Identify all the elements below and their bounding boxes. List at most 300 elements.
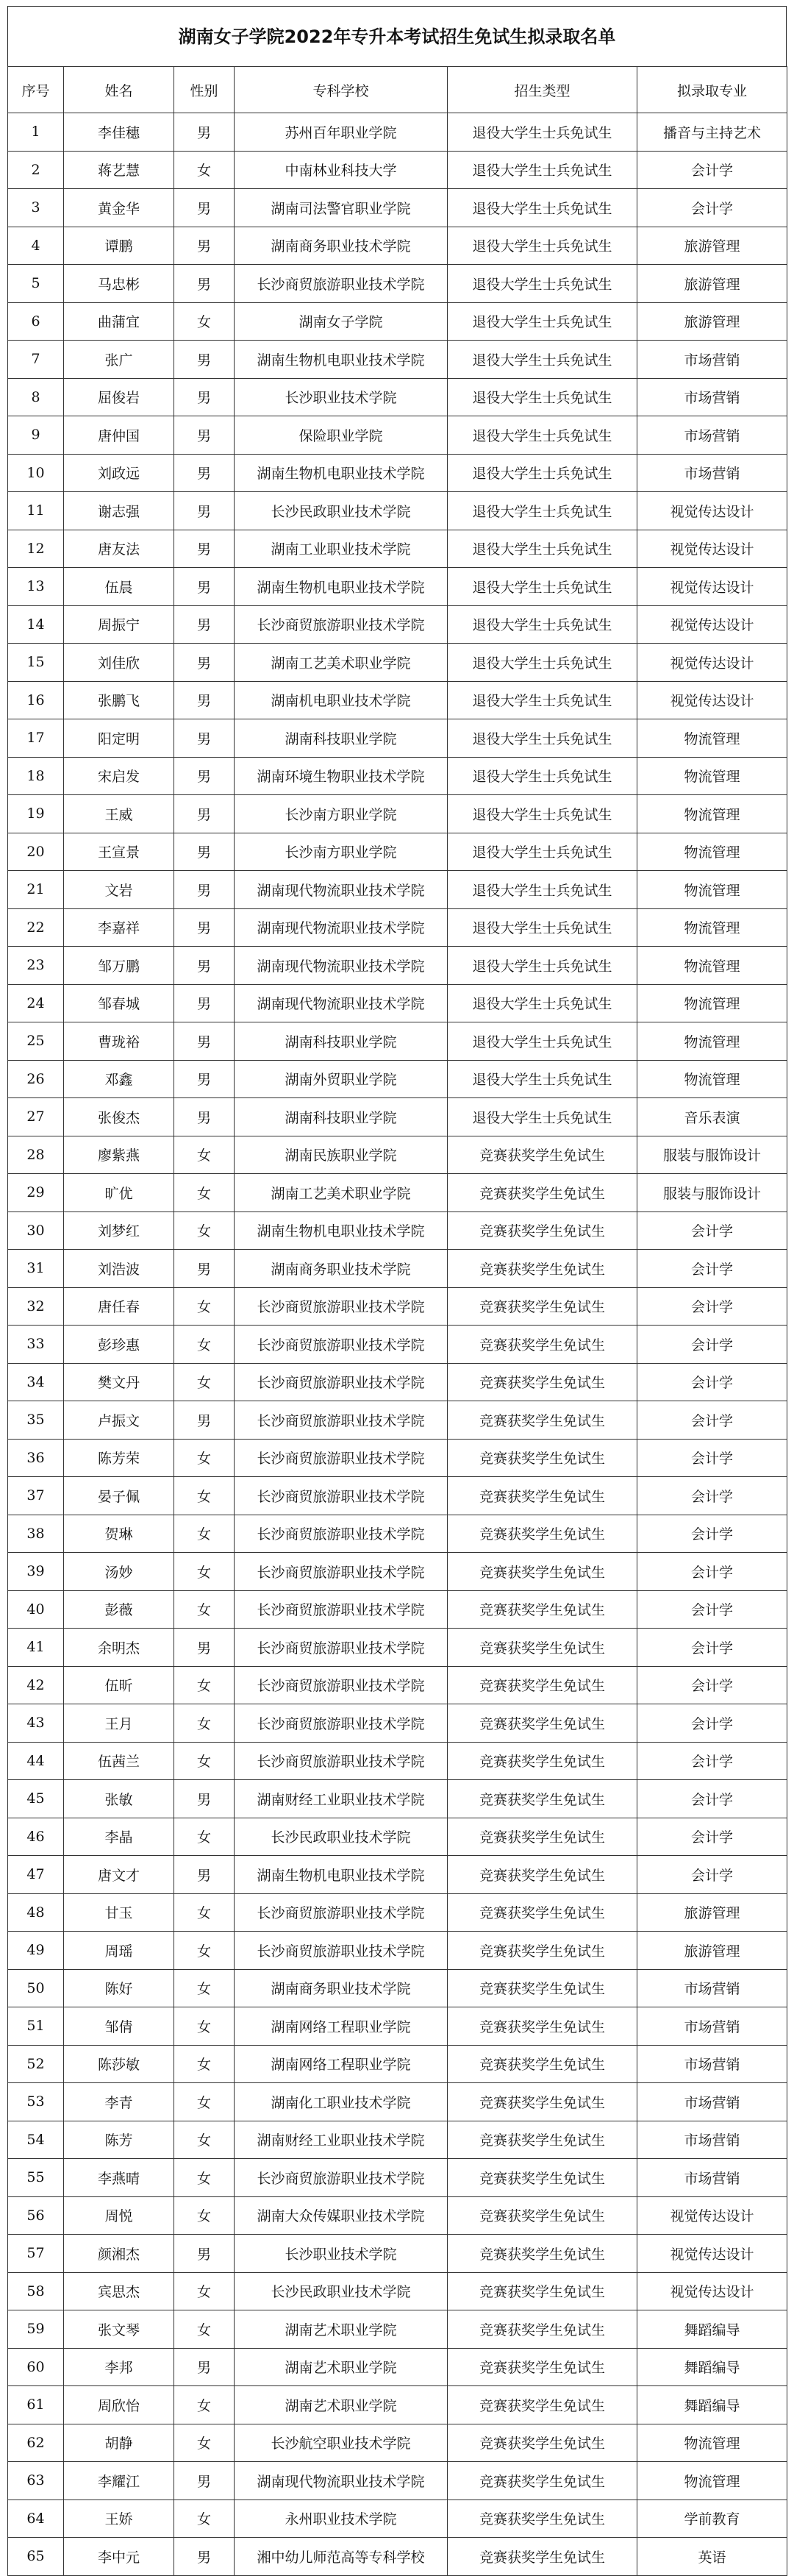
row-index: 41 xyxy=(8,1629,64,1667)
student-name: 张广 xyxy=(64,341,174,379)
major: 会计学 xyxy=(637,1666,787,1704)
table-row xyxy=(8,189,787,227)
gender: 男 xyxy=(174,871,235,909)
table-row xyxy=(8,341,787,379)
college: 长沙商贸旅游职业技术学院 xyxy=(235,1893,448,1932)
college: 湖南商务职业技术学院 xyxy=(235,1250,448,1288)
student-name: 刘佳欣 xyxy=(64,644,174,682)
row-index: 6 xyxy=(8,302,64,341)
row-index: 16 xyxy=(8,681,64,719)
table-row xyxy=(8,1629,787,1667)
table-row xyxy=(8,227,787,265)
major: 舞蹈编导 xyxy=(637,2386,787,2424)
admission-type: 退役大学生士兵免试生 xyxy=(448,416,637,455)
admission-type: 竞赛获奖学生免试生 xyxy=(448,1893,637,1932)
student-name: 谢志强 xyxy=(64,492,174,530)
gender: 女 xyxy=(174,1326,235,1364)
page-title: 湖南女子学院2022年专升本考试招生免试生拟录取名单 xyxy=(7,6,787,66)
college: 湖南网络工程职业学院 xyxy=(235,2007,448,2046)
row-index: 64 xyxy=(8,2499,64,2538)
gender: 女 xyxy=(174,2159,235,2197)
row-index: 53 xyxy=(8,2083,64,2121)
admission-type: 竞赛获奖学生免试生 xyxy=(448,1553,637,1591)
table-row xyxy=(8,1098,787,1136)
college: 湖南工业职业技术学院 xyxy=(235,530,448,568)
gender: 男 xyxy=(174,530,235,568)
row-index: 56 xyxy=(8,2196,64,2235)
student-name: 唐友法 xyxy=(64,530,174,568)
college: 保险职业学院 xyxy=(235,416,448,455)
row-index: 50 xyxy=(8,1969,64,2007)
admission-type: 退役大学生士兵免试生 xyxy=(448,265,637,303)
header-row xyxy=(8,67,787,113)
college: 湖南现代物流职业技术学院 xyxy=(235,984,448,1022)
admission-type: 退役大学生士兵免试生 xyxy=(448,681,637,719)
table-row xyxy=(8,2272,787,2310)
major: 会计学 xyxy=(637,1401,787,1440)
major: 会计学 xyxy=(637,1780,787,1818)
student-name: 屈俊岩 xyxy=(64,378,174,416)
major: 会计学 xyxy=(637,1704,787,1743)
gender: 女 xyxy=(174,2424,235,2462)
row-index: 59 xyxy=(8,2310,64,2349)
student-name: 李中元 xyxy=(64,2538,174,2576)
gender: 男 xyxy=(174,757,235,795)
college: 长沙航空职业技术学院 xyxy=(235,2424,448,2462)
table-row xyxy=(8,984,787,1022)
admission-type: 退役大学生士兵免试生 xyxy=(448,568,637,606)
major: 会计学 xyxy=(637,1629,787,1667)
college: 湖南生物机电职业技术学院 xyxy=(235,1856,448,1894)
row-index: 10 xyxy=(8,454,64,492)
gender: 男 xyxy=(174,2348,235,2386)
table-row xyxy=(8,1287,787,1326)
college: 湖南商务职业技术学院 xyxy=(235,227,448,265)
admission-type: 竞赛获奖学生免试生 xyxy=(448,2386,637,2424)
student-name: 李耀江 xyxy=(64,2462,174,2500)
gender: 女 xyxy=(174,1893,235,1932)
college: 湖南商务职业技术学院 xyxy=(235,1969,448,2007)
admission-type: 退役大学生士兵免试生 xyxy=(448,757,637,795)
gender: 男 xyxy=(174,378,235,416)
row-index: 20 xyxy=(8,833,64,871)
student-name: 文岩 xyxy=(64,871,174,909)
row-index: 24 xyxy=(8,984,64,1022)
student-name: 王娇 xyxy=(64,2499,174,2538)
gender: 男 xyxy=(174,1022,235,1061)
major: 播音与主持艺术 xyxy=(637,113,787,152)
header-admission-type: 招生类型 xyxy=(448,67,637,113)
gender: 女 xyxy=(174,1666,235,1704)
major: 旅游管理 xyxy=(637,265,787,303)
gender: 女 xyxy=(174,2386,235,2424)
student-name: 刘浩波 xyxy=(64,1250,174,1288)
student-name: 周瑶 xyxy=(64,1932,174,1970)
table-row xyxy=(8,113,787,152)
student-name: 曲蒲宜 xyxy=(64,302,174,341)
row-index: 23 xyxy=(8,947,64,985)
table-row xyxy=(8,681,787,719)
college: 湖南现代物流职业技术学院 xyxy=(235,2462,448,2500)
gender: 女 xyxy=(174,1363,235,1401)
gender: 女 xyxy=(174,1818,235,1856)
gender: 男 xyxy=(174,984,235,1022)
major: 市场营销 xyxy=(637,416,787,455)
gender: 男 xyxy=(174,2462,235,2500)
college: 湖南网络工程职业学院 xyxy=(235,2045,448,2083)
gender: 男 xyxy=(174,681,235,719)
admission-type: 竞赛获奖学生免试生 xyxy=(448,1477,637,1515)
table-row xyxy=(8,2083,787,2121)
table-row xyxy=(8,1326,787,1364)
row-index: 4 xyxy=(8,227,64,265)
college: 湖南工艺美术职业学院 xyxy=(235,644,448,682)
table-row xyxy=(8,1136,787,1174)
gender: 男 xyxy=(174,1401,235,1440)
student-name: 蒋艺慧 xyxy=(64,151,174,189)
student-name: 曹珑裕 xyxy=(64,1022,174,1061)
table-row xyxy=(8,947,787,985)
student-name: 旷优 xyxy=(64,1174,174,1212)
gender: 女 xyxy=(174,151,235,189)
gender: 男 xyxy=(174,227,235,265)
college: 湖南现代物流职业技术学院 xyxy=(235,908,448,947)
student-name: 伍昕 xyxy=(64,1666,174,1704)
table-row xyxy=(8,2386,787,2424)
major: 旅游管理 xyxy=(637,1932,787,1970)
admission-type: 竞赛获奖学生免试生 xyxy=(448,2272,637,2310)
major: 市场营销 xyxy=(637,341,787,379)
admission-type: 竞赛获奖学生免试生 xyxy=(448,2348,637,2386)
major: 视觉传达设计 xyxy=(637,644,787,682)
major: 会计学 xyxy=(637,151,787,189)
major: 市场营销 xyxy=(637,2121,787,2159)
row-index: 28 xyxy=(8,1136,64,1174)
college: 湖南女子学院 xyxy=(235,302,448,341)
table-row xyxy=(8,1401,787,1440)
major: 物流管理 xyxy=(637,908,787,947)
major: 会计学 xyxy=(637,1477,787,1515)
gender: 女 xyxy=(174,1969,235,2007)
row-index: 47 xyxy=(8,1856,64,1894)
major: 会计学 xyxy=(637,1326,787,1364)
college: 湖南生物机电职业技术学院 xyxy=(235,568,448,606)
major: 会计学 xyxy=(637,1856,787,1894)
row-index: 32 xyxy=(8,1287,64,1326)
college: 长沙商贸旅游职业技术学院 xyxy=(235,1439,448,1477)
major: 旅游管理 xyxy=(637,227,787,265)
major: 市场营销 xyxy=(637,378,787,416)
row-index: 17 xyxy=(8,719,64,758)
table-row xyxy=(8,795,787,833)
major: 市场营销 xyxy=(637,1969,787,2007)
admission-type: 竞赛获奖学生免试生 xyxy=(448,2196,637,2235)
table-row xyxy=(8,1250,787,1288)
table-row xyxy=(8,2499,787,2538)
table-row xyxy=(8,757,787,795)
student-name: 李晶 xyxy=(64,1818,174,1856)
student-name: 陈芳 xyxy=(64,2121,174,2159)
row-index: 33 xyxy=(8,1326,64,1364)
admission-type: 退役大学生士兵免试生 xyxy=(448,644,637,682)
row-index: 13 xyxy=(8,568,64,606)
table-row xyxy=(8,644,787,682)
student-name: 李佳穗 xyxy=(64,113,174,152)
student-name: 胡静 xyxy=(64,2424,174,2462)
major: 会计学 xyxy=(637,1590,787,1629)
admission-type: 竞赛获奖学生免试生 xyxy=(448,1326,637,1364)
student-name: 张文琴 xyxy=(64,2310,174,2349)
row-index: 60 xyxy=(8,2348,64,2386)
college: 长沙商贸旅游职业技术学院 xyxy=(235,1666,448,1704)
student-name: 伍晨 xyxy=(64,568,174,606)
student-name: 廖紫燕 xyxy=(64,1136,174,1174)
row-index: 40 xyxy=(8,1590,64,1629)
student-name: 刘政远 xyxy=(64,454,174,492)
major: 物流管理 xyxy=(637,1022,787,1061)
college: 长沙职业技术学院 xyxy=(235,2235,448,2273)
major: 会计学 xyxy=(637,1211,787,1250)
admission-type: 竞赛获奖学生免试生 xyxy=(448,1742,637,1780)
gender: 男 xyxy=(174,795,235,833)
admission-type: 竞赛获奖学生免试生 xyxy=(448,1439,637,1477)
college: 湘中幼儿师范高等专科学校 xyxy=(235,2538,448,2576)
major: 物流管理 xyxy=(637,947,787,985)
student-name: 张鹏飞 xyxy=(64,681,174,719)
gender: 女 xyxy=(174,1174,235,1212)
row-index: 18 xyxy=(8,757,64,795)
table-row xyxy=(8,1553,787,1591)
admission-type: 退役大学生士兵免试生 xyxy=(448,492,637,530)
admission-type: 退役大学生士兵免试生 xyxy=(448,151,637,189)
major: 物流管理 xyxy=(637,833,787,871)
college: 长沙商贸旅游职业技术学院 xyxy=(235,1363,448,1401)
admission-type: 退役大学生士兵免试生 xyxy=(448,1060,637,1098)
table-row xyxy=(8,2045,787,2083)
gender: 女 xyxy=(174,1932,235,1970)
admission-type: 竞赛获奖学生免试生 xyxy=(448,1211,637,1250)
gender: 男 xyxy=(174,719,235,758)
student-name: 邹春城 xyxy=(64,984,174,1022)
table-row xyxy=(8,1060,787,1098)
major: 舞蹈编导 xyxy=(637,2310,787,2349)
gender: 女 xyxy=(174,1439,235,1477)
major: 旅游管理 xyxy=(637,302,787,341)
student-name: 唐仲国 xyxy=(64,416,174,455)
row-index: 63 xyxy=(8,2462,64,2500)
student-name: 黄金华 xyxy=(64,189,174,227)
gender: 男 xyxy=(174,2235,235,2273)
major: 旅游管理 xyxy=(637,1893,787,1932)
admission-type: 退役大学生士兵免试生 xyxy=(448,454,637,492)
admission-type: 竞赛获奖学生免试生 xyxy=(448,1363,637,1401)
student-name: 王威 xyxy=(64,795,174,833)
major: 物流管理 xyxy=(637,1060,787,1098)
college: 长沙商贸旅游职业技术学院 xyxy=(235,1932,448,1970)
table-row xyxy=(8,2348,787,2386)
college: 湖南科技职业学院 xyxy=(235,719,448,758)
major: 视觉传达设计 xyxy=(637,2272,787,2310)
row-index: 9 xyxy=(8,416,64,455)
row-index: 39 xyxy=(8,1553,64,1591)
student-name: 王月 xyxy=(64,1704,174,1743)
student-name: 卢振文 xyxy=(64,1401,174,1440)
admission-type: 竞赛获奖学生免试生 xyxy=(448,1969,637,2007)
major: 会计学 xyxy=(637,1515,787,1553)
college: 湖南生物机电职业技术学院 xyxy=(235,454,448,492)
college: 湖南大众传媒职业技术学院 xyxy=(235,2196,448,2235)
admission-type: 退役大学生士兵免试生 xyxy=(448,605,637,644)
row-index: 38 xyxy=(8,1515,64,1553)
table-row xyxy=(8,1666,787,1704)
table-row xyxy=(8,1477,787,1515)
admission-type: 竞赛获奖学生免试生 xyxy=(448,1856,637,1894)
college: 湖南现代物流职业技术学院 xyxy=(235,947,448,985)
college: 长沙商贸旅游职业技术学院 xyxy=(235,1629,448,1667)
college: 湖南艺术职业学院 xyxy=(235,2310,448,2349)
college: 湖南现代物流职业技术学院 xyxy=(235,871,448,909)
major: 视觉传达设计 xyxy=(637,568,787,606)
college: 长沙商贸旅游职业技术学院 xyxy=(235,1326,448,1364)
row-index: 3 xyxy=(8,189,64,227)
student-name: 唐文才 xyxy=(64,1856,174,1894)
admission-type: 竞赛获奖学生免试生 xyxy=(448,2045,637,2083)
major: 市场营销 xyxy=(637,454,787,492)
admission-type: 退役大学生士兵免试生 xyxy=(448,302,637,341)
student-name: 邓鑫 xyxy=(64,1060,174,1098)
row-index: 44 xyxy=(8,1742,64,1780)
student-name: 陈芳荣 xyxy=(64,1439,174,1477)
major: 服装与服饰设计 xyxy=(637,1136,787,1174)
table-row xyxy=(8,1818,787,1856)
gender: 男 xyxy=(174,1060,235,1098)
row-index: 45 xyxy=(8,1780,64,1818)
gender: 女 xyxy=(174,2499,235,2538)
table-row xyxy=(8,568,787,606)
student-name: 贺琳 xyxy=(64,1515,174,1553)
student-name: 李邦 xyxy=(64,2348,174,2386)
admission-type: 竞赛获奖学生免试生 xyxy=(448,1136,637,1174)
student-name: 宾思杰 xyxy=(64,2272,174,2310)
admission-type: 竞赛获奖学生免试生 xyxy=(448,1704,637,1743)
college: 湖南艺术职业学院 xyxy=(235,2386,448,2424)
college: 湖南生物机电职业技术学院 xyxy=(235,341,448,379)
major: 会计学 xyxy=(637,1818,787,1856)
table-row xyxy=(8,2235,787,2273)
college: 长沙商贸旅游职业技术学院 xyxy=(235,1742,448,1780)
college: 湖南工艺美术职业学院 xyxy=(235,1174,448,1212)
gender: 女 xyxy=(174,2083,235,2121)
major: 视觉传达设计 xyxy=(637,492,787,530)
table-row xyxy=(8,1363,787,1401)
major: 会计学 xyxy=(637,1363,787,1401)
table-row xyxy=(8,454,787,492)
college: 长沙商贸旅游职业技术学院 xyxy=(235,1590,448,1629)
table-row xyxy=(8,1022,787,1061)
row-index: 54 xyxy=(8,2121,64,2159)
row-index: 5 xyxy=(8,265,64,303)
row-index: 26 xyxy=(8,1060,64,1098)
admission-type: 退役大学生士兵免试生 xyxy=(448,833,637,871)
college: 湖南科技职业学院 xyxy=(235,1098,448,1136)
table-row xyxy=(8,2159,787,2197)
gender: 男 xyxy=(174,1250,235,1288)
admission-type: 退役大学生士兵免试生 xyxy=(448,908,637,947)
admission-type: 竞赛获奖学生免试生 xyxy=(448,1818,637,1856)
major: 学前教育 xyxy=(637,2499,787,2538)
student-name: 阳定明 xyxy=(64,719,174,758)
gender: 女 xyxy=(174,302,235,341)
row-index: 46 xyxy=(8,1818,64,1856)
college: 长沙商贸旅游职业技术学院 xyxy=(235,2159,448,2197)
row-index: 62 xyxy=(8,2424,64,2462)
college: 长沙民政职业技术学院 xyxy=(235,1818,448,1856)
admission-type: 退役大学生士兵免试生 xyxy=(448,871,637,909)
row-index: 57 xyxy=(8,2235,64,2273)
admission-type: 竞赛获奖学生免试生 xyxy=(448,2310,637,2349)
gender: 男 xyxy=(174,341,235,379)
major: 物流管理 xyxy=(637,2424,787,2462)
major: 会计学 xyxy=(637,1287,787,1326)
table-row xyxy=(8,1742,787,1780)
row-index: 11 xyxy=(8,492,64,530)
college: 长沙商贸旅游职业技术学院 xyxy=(235,1704,448,1743)
gender: 女 xyxy=(174,1704,235,1743)
header-college: 专科学校 xyxy=(235,67,448,113)
college: 长沙商贸旅游职业技术学院 xyxy=(235,1287,448,1326)
gender: 男 xyxy=(174,1856,235,1894)
gender: 女 xyxy=(174,1136,235,1174)
admission-type: 退役大学生士兵免试生 xyxy=(448,795,637,833)
major: 英语 xyxy=(637,2538,787,2576)
admission-type: 退役大学生士兵免试生 xyxy=(448,227,637,265)
admission-type: 竞赛获奖学生免试生 xyxy=(448,2083,637,2121)
gender: 男 xyxy=(174,265,235,303)
gender: 女 xyxy=(174,2196,235,2235)
college: 长沙民政职业技术学院 xyxy=(235,492,448,530)
student-name: 李嘉祥 xyxy=(64,908,174,947)
gender: 女 xyxy=(174,2310,235,2349)
major: 视觉传达设计 xyxy=(637,681,787,719)
student-name: 汤妙 xyxy=(64,1553,174,1591)
college: 湖南科技职业学院 xyxy=(235,1022,448,1061)
college: 湖南生物机电职业技术学院 xyxy=(235,1211,448,1250)
row-index: 34 xyxy=(8,1363,64,1401)
row-index: 27 xyxy=(8,1098,64,1136)
admission-type: 竞赛获奖学生免试生 xyxy=(448,2499,637,2538)
row-index: 8 xyxy=(8,378,64,416)
student-name: 周欣怡 xyxy=(64,2386,174,2424)
row-index: 49 xyxy=(8,1932,64,1970)
gender: 女 xyxy=(174,1590,235,1629)
gender: 男 xyxy=(174,2538,235,2576)
table-row xyxy=(8,1856,787,1894)
college: 湖南外贸职业学院 xyxy=(235,1060,448,1098)
row-index: 29 xyxy=(8,1174,64,1212)
table-row xyxy=(8,1893,787,1932)
admission-type: 退役大学生士兵免试生 xyxy=(448,1022,637,1061)
gender: 男 xyxy=(174,908,235,947)
major: 市场营销 xyxy=(637,2007,787,2046)
gender: 女 xyxy=(174,1742,235,1780)
table-row xyxy=(8,719,787,758)
student-name: 余明杰 xyxy=(64,1629,174,1667)
gender: 女 xyxy=(174,1211,235,1250)
college: 长沙商贸旅游职业技术学院 xyxy=(235,1401,448,1440)
row-index: 43 xyxy=(8,1704,64,1743)
row-index: 2 xyxy=(8,151,64,189)
row-index: 36 xyxy=(8,1439,64,1477)
